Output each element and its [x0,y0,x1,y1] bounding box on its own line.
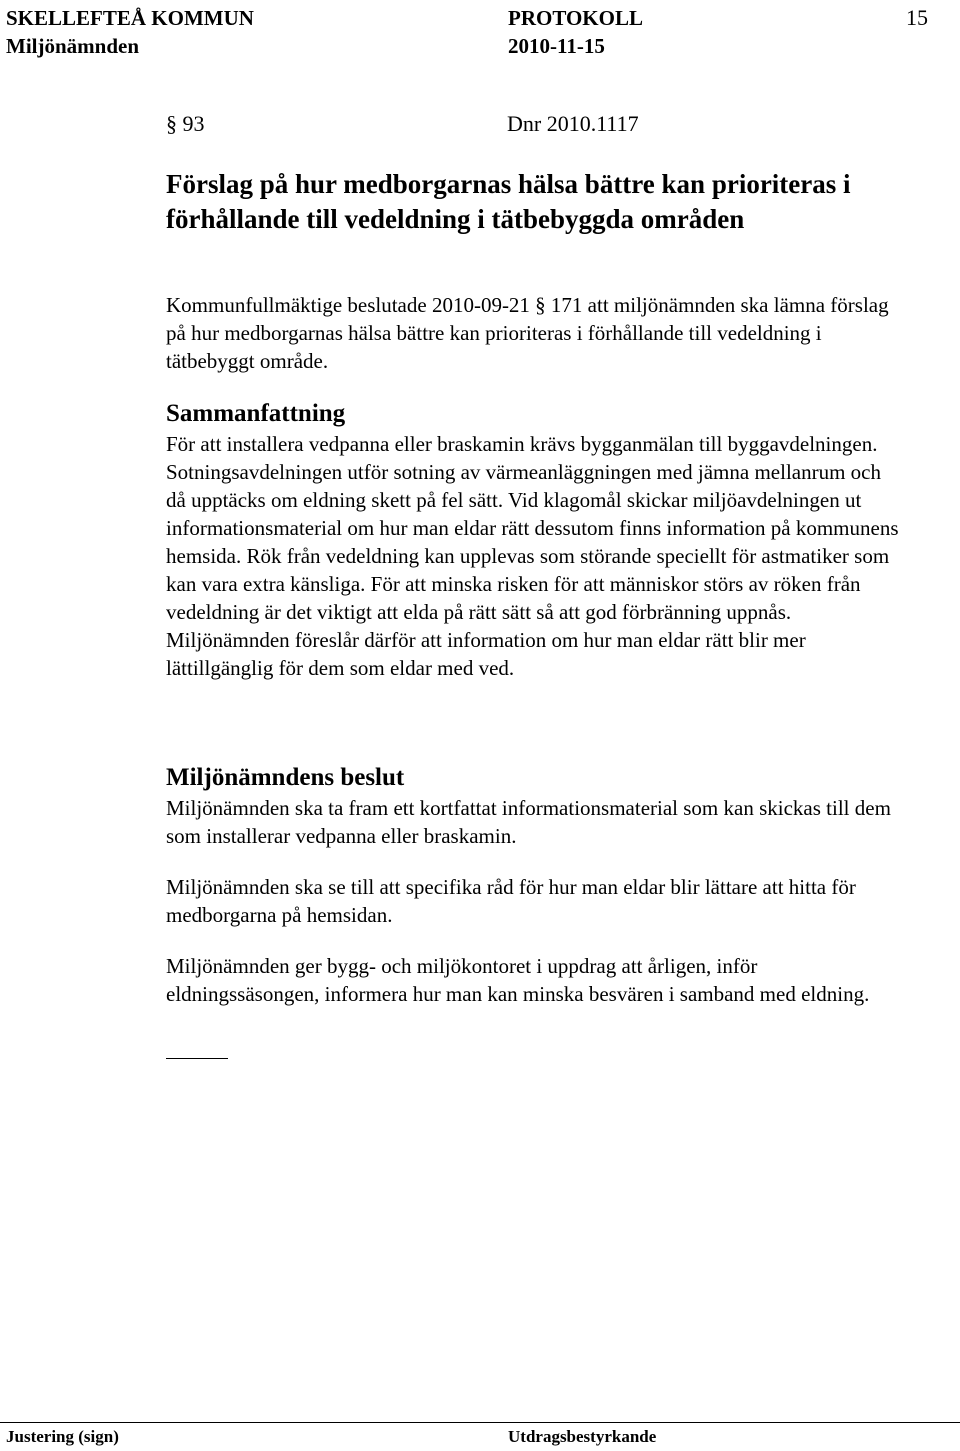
decision-paragraph-3 [166,952,906,1008]
page-number: 15 [906,5,928,30]
diary-number: Dnr 2010.1117 [507,111,639,136]
section-number: § 93 [166,111,205,136]
summary-text: För att installera vedpanna eller braskamin krävs bygganmälan till byggavdelningen. Sotningsavdelningen utför sotning av värmeanläggningen med jämna mellanrum och då upptäcks om eldning skett på fel sätt. Vid klagomål skickar miljöavdelningen ut informationsmaterial om hur man eldar rätt dessutom finns information på kommunens hemsida. Rök från vedeldning kan upplevas som störande speciellt för astmatiker som kan vara extra känsliga. För att minska risken för att människor störs av röken från vedeldning är det viktigt att elda på rätt sätt så att god förbränning uppnås. Miljönämnden föreslår därför att information om hur man eldar rätt blir mer lättillgänglig för dem som eldar med ved. [166,432,899,680]
end-rule [166,1058,228,1059]
footer-divider [0,1422,960,1423]
footer-justering: Justering (sign) [6,1427,119,1446]
decision-text: Miljönämnden ger bygg- och miljökontoret i uppdrag att årligen, inför eldningssäsongen, informera hur man kan minska besvären i samband med eldning. [166,954,870,1006]
decision-paragraph-1 [166,794,906,850]
section-title: Förslag på hur medborgarnas hälsa bättre kan prioriteras i förhållande till vedeldning i tätbebyggda områden [166,169,851,234]
decision-paragraph-2 [166,873,906,929]
header-date: 2010-11-15 [508,34,605,58]
decision-text: Miljönämnden ska se till att specifika råd för hur man eldar blir lättare att hitta för medborgarna på hemsidan. [166,875,856,927]
header-organization: SKELLEFTEÅ KOMMUN [6,6,254,30]
intro-paragraph [166,291,906,375]
decision-heading: Miljönämndens beslut [166,764,405,791]
summary-heading: Sammanfattning [166,400,346,427]
header-committee: Miljönämnden [6,34,140,58]
footer-utdragsbestyrkande: Utdragsbestyrkande [508,1427,657,1446]
header-document-type: PROTOKOLL [508,6,643,30]
intro-text: Kommunfullmäktige beslutade 2010-09-21 § 171 att miljönämnden ska lämna förslag på hur medborgarnas hälsa bättre kan prioriteras i förhållande till vedeldning i tätbebyggt område. [166,293,889,373]
decision-text: Miljönämnden ska ta fram ett kortfattat informationsmaterial som kan skickas till dem som installerar vedpanna eller braskamin. [166,796,891,848]
summary-paragraph [166,430,906,682]
